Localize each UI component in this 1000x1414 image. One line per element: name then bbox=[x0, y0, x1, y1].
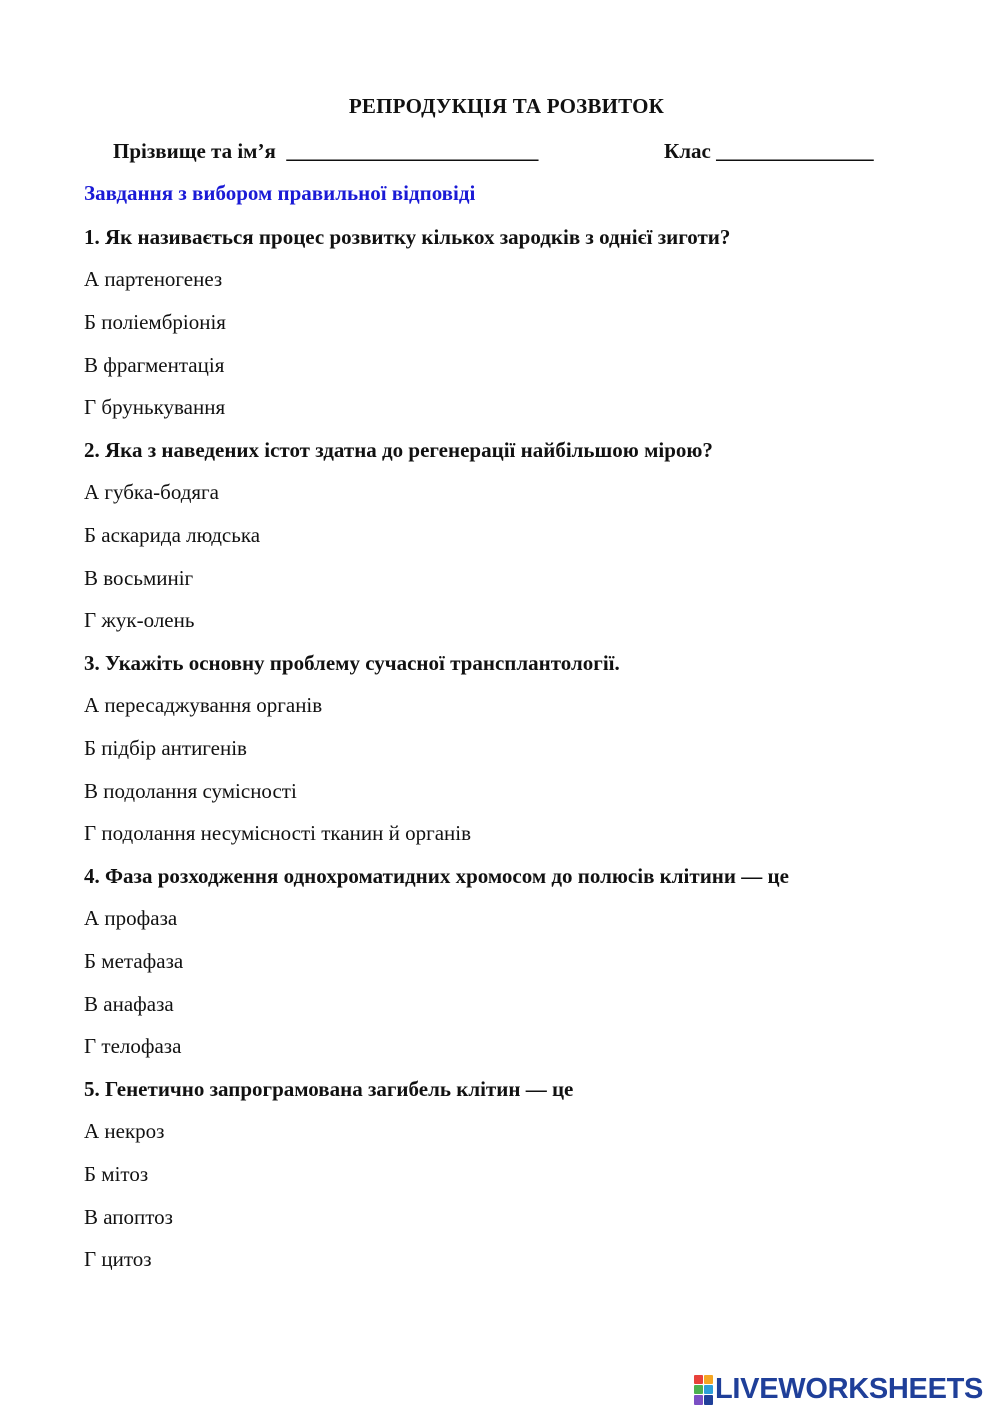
liveworksheets-logo-text: LIVEWORKSHEETS bbox=[715, 1372, 984, 1405]
question-2-option-c[interactable]: В восьминіг bbox=[84, 566, 194, 590]
question-3-option-a[interactable]: А пересаджування органів bbox=[84, 693, 323, 717]
question-4: 4. Фаза розходження однохроматидних хромосом до полюсів клітини — це bbox=[84, 864, 789, 888]
question-4-option-c[interactable]: В анафаза bbox=[84, 992, 174, 1016]
question-1: 1. Як називається процес розвитку кількох зародків з однієї зиготи? bbox=[84, 225, 731, 249]
question-1-option-c[interactable]: В фрагментація bbox=[84, 353, 225, 377]
question-1-option-a[interactable]: А партеногенез bbox=[84, 267, 223, 291]
question-2: 2. Яка з наведених істот здатна до регенерації найбільшою мірою? bbox=[84, 438, 713, 462]
question-5-option-a[interactable]: А некроз bbox=[84, 1119, 165, 1143]
question-3-option-b[interactable]: Б підбір антигенів bbox=[84, 736, 247, 760]
question-3: 3. Укажіть основну проблему сучасної трансплантології. bbox=[84, 651, 620, 675]
question-3-option-d[interactable]: Г подолання несумісності тканин й органів bbox=[84, 821, 472, 845]
question-4-option-d[interactable]: Г телофаза bbox=[84, 1034, 182, 1058]
liveworksheets-logo-icon bbox=[694, 1375, 712, 1403]
student-name-field[interactable]: Прізвище та ім’я ________________________ bbox=[113, 139, 539, 163]
question-5: 5. Генетично запрограмована загибель клітин — це bbox=[84, 1077, 574, 1101]
section-title: Завдання з вибором правильної відповіді bbox=[84, 181, 476, 205]
question-5-option-d[interactable]: Г цитоз bbox=[84, 1247, 152, 1271]
question-4-option-a[interactable]: А профаза bbox=[84, 906, 178, 930]
page-title: РЕПРОДУКЦІЯ ТА РОЗВИТОК bbox=[348, 94, 665, 118]
question-2-option-d[interactable]: Г жук-олень bbox=[84, 608, 195, 632]
liveworksheets-logo bbox=[694, 1372, 983, 1406]
question-4-option-b[interactable]: Б метафаза bbox=[84, 949, 184, 973]
question-2-option-a[interactable]: А губка-бодяга bbox=[84, 480, 219, 504]
question-3-option-c[interactable]: В подолання сумісності bbox=[84, 779, 297, 803]
question-1-option-d[interactable]: Г брунькування bbox=[84, 395, 226, 419]
question-5-option-c[interactable]: В апоптоз bbox=[84, 1205, 173, 1229]
class-field[interactable]: Клас _______________ bbox=[664, 139, 874, 163]
question-1-option-b[interactable]: Б поліембріонія bbox=[84, 310, 226, 334]
question-5-option-b[interactable]: Б мітоз bbox=[84, 1162, 149, 1186]
question-2-option-b[interactable]: Б аскарида людська bbox=[84, 523, 261, 547]
